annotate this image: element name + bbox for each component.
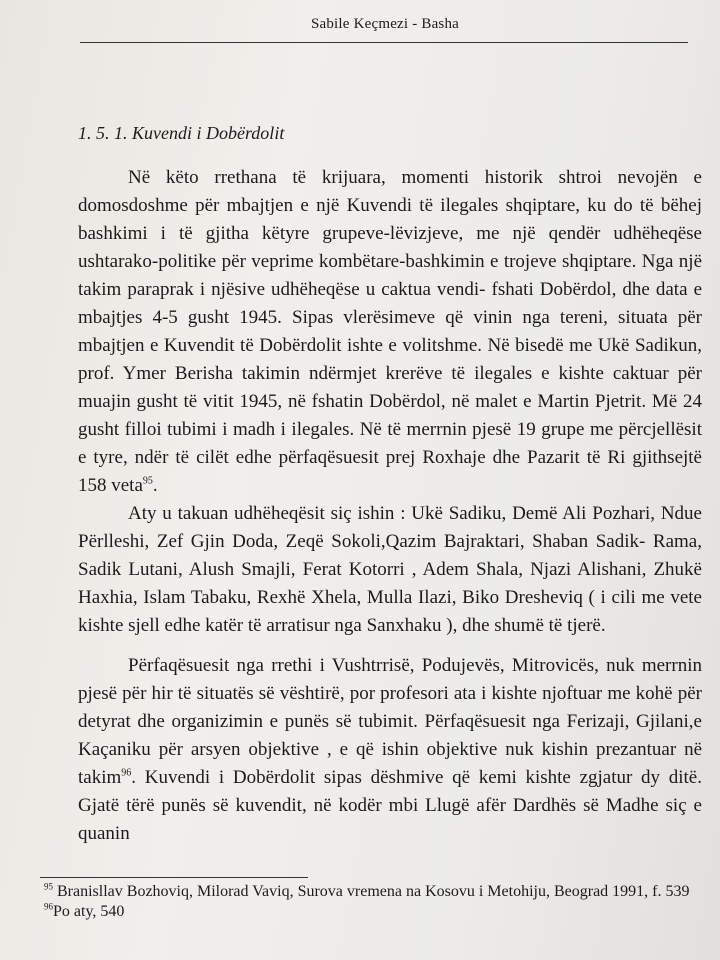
footnote-ref-95: 95 bbox=[142, 475, 153, 487]
footnote-number: 96 bbox=[44, 901, 53, 912]
footnote-rule bbox=[40, 877, 308, 878]
footnote-number: 95 bbox=[44, 881, 53, 892]
footnote-text: Branisllav Bozhoviq, Milorad Vaviq, Surova vremena na Kosovu i Metohiju, Beograd 1991, f. 539 bbox=[57, 883, 690, 900]
footnote-ref-96: 96 bbox=[121, 767, 132, 779]
paragraph-3-text-before: Përfaqësuesit nga rrethi i Vushtrrisë, Podujevës, Mitrovicës, nuk merrnin pjesë për hir të situatës së vështirë, por profesori ata i kishte njoftuar me kohë për detyrat dhe organizimin e punës së tubimit. Përfaqësuesit nga Ferizaji, Gjilani,e Kaçaniku për arsyen objektive , e që ishin objektive nuk kishin prezantuar në takim bbox=[78, 655, 702, 788]
paragraph-2 bbox=[78, 500, 702, 640]
paragraph-2-text: Aty u takuan udhëheqësit siç ishin : Ukë Sadiku, Demë Ali Pozhari, Ndue Përlleshi, Zef Gjin Doda, Zeqë Sokoli,Qazim Bajraktari, Shaban Sadik- Rama, Sadik Lutani, Alush Smajli, Ferat Kotorri , Adem Shala, Njazi Alishani, Zhukë Haxhia, Islam Tabaku, Rexhë Xhela, Mulla Ilazi, Biko Dresheviq ( i cili me vete kishte sjell edhe katër të arratisur nga Sanxhaku ), dhe shumë të tjerë. bbox=[78, 503, 702, 636]
footnote-text: Po aty, 540 bbox=[53, 903, 125, 920]
paragraph-1: Në këto rrethana të krijuara, momenti historik shtroi nevojën e domosdoshme për mbajtjen e një Kuvendi të ilegales shqiptare, ku do të bëhej bashkimi i të gjitha këtyre grupeve-lëvizjeve, me një qendër udhëheqëse ushtarako-politike për veprime kombëtare-bashkimin e trojeve shqiptare. Nga një takim paraprak i njësive udhëheqëse u caktua vendi- fshati Dobërdol, dhe data e mbajtjes 4-5 gusht 1945. Sipas vlerësimeve që vinin nga tereni, situata për mbajtjen e Kuvendit të Dobërdolit ishte e volitshme. Në bisedë me Ukë Sadikun, prof. Ymer Berisha takimin ndërmjet krerëve të ilegales e kishte caktuar për muajin gusht të vitit 1945, në fshatin Dobërdol, në malet e Martin Pjetrit. Më 24 gusht filloi tubimi i madh i ilegales. Në të merrnin pjesë 19 grupe me përcjellësit e tyre, ndër të cilët edhe përfaqësuesit prej Roxhaje dhe Pazarit të Ri gjithsejtë 158 veta$^{95}$. bbox=[78, 167, 702, 496]
paragraph-1-text: Në këto rrethana të krijuara, momenti historik shtroi nevojën e domosdoshme për mbajtjen e një Kuvendi të ilegales shqiptare, ku do të bëhej bashkimi i të gjitha këtyre grupeve-lëvizjeve, me një qendër udhëheqëse ushtarako-politike për veprime kombëtare-bashkimin e trojeve shqiptare. Nga një takim paraprak i njësive udhëheqëse u caktua vendi- fshati Dobërdol, dhe data e mbajtjes 4-5 gusht 1945. Sipas vlerësimeve që vinin nga tereni, situata për mbajtjen e Kuvendit të Dobërdolit ishte e volitshme. Në bisedë me Ukë Sadikun, prof. Ymer Berisha takimin ndërmjet krerëve të ilegales e kishte caktuar për muajin gusht të vitit 1945, në fshatin Dobërdol, në malet e Martin Pjetrit. Më 24 gusht filloi tubimi i madh i ilegales. Në të merrnin pjesë 19 grupe me përcjellësit e tyre, ndër të cilët edhe përfaqësuesit prej Roxhaje dhe Pazarit të Ri gjithsejtë 158 veta bbox=[78, 167, 702, 496]
running-header: Sabile Keçmezi - Basha bbox=[310, 16, 460, 32]
paragraph-3-text-after: . Kuvendi i Dobërdolit sipas dëshmive që kemi kishte zgjatur dy ditë. Gjatë tërë punës së kuvendit, në kodër mbi Llugë afër Dardhës së Madhe siç e quanin bbox=[78, 767, 702, 844]
footnotes bbox=[44, 882, 704, 922]
footnote-95 bbox=[44, 882, 704, 902]
header-rule bbox=[80, 42, 688, 43]
section-title: 1. 5. 1. Kuvendi i Dobërdolit bbox=[78, 123, 285, 143]
paragraph-3 bbox=[78, 652, 702, 848]
footnote-96 bbox=[44, 902, 704, 922]
